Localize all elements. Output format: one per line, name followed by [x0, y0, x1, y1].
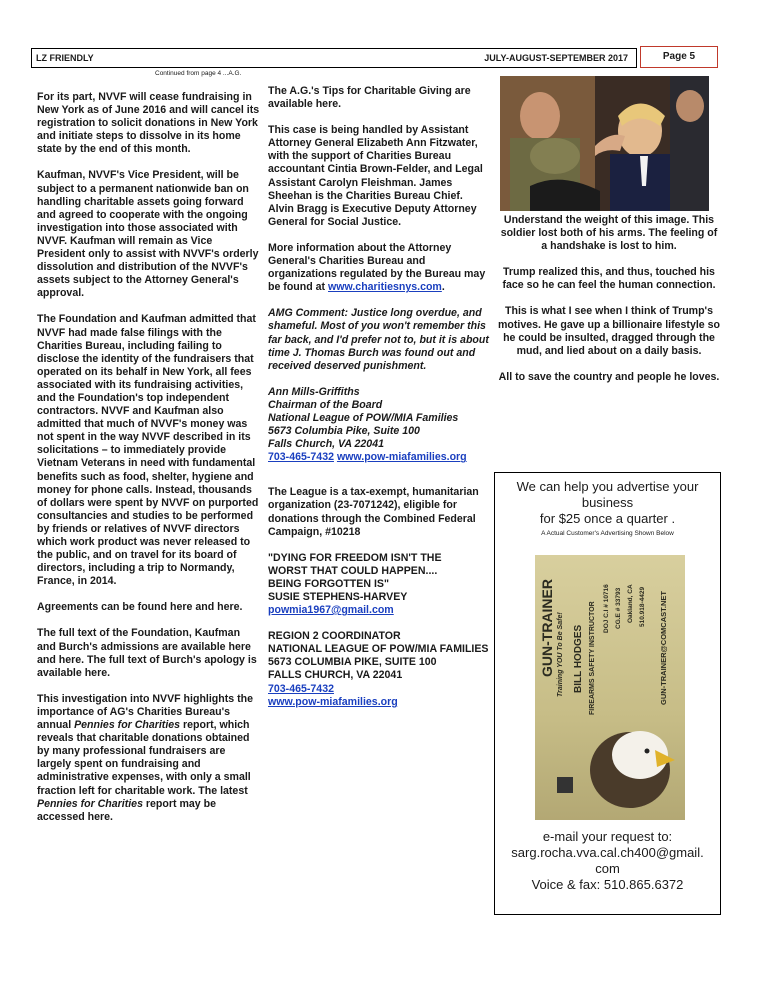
report-title: Pennies for Charities: [74, 719, 181, 732]
continued-note: Continued from page 4 ...A.G.: [155, 70, 242, 77]
region-line: FALLS CHURCH, VA 22041: [268, 669, 403, 682]
region-line: REGION 2 COORDINATOR: [268, 630, 401, 643]
card-city: Oakland, CA: [627, 584, 634, 623]
paragraph: [268, 242, 490, 294]
paragraph: This case is being handled by Assistant Attorney General Elizabeth Ann Fitzwater, with the support of Charities Bureau accountant Cintia Brown-Felder, and Legal Assistant Carolyn Fleishman. James Sheehan is the Charities Bureau Chief. Alvin Bragg is Executive Deputy Attorney General for Social Justice.: [268, 124, 483, 228]
ad-email-label: e-mail your request to:: [542, 829, 673, 844]
quote-line: "DYING FOR FREEDOM ISN'T THE: [268, 551, 442, 564]
league-note: The League is a tax-exempt, humanitarian organization (23-7071242), eligible for donations through the Combined Federal Campaign, #10218: [268, 486, 479, 538]
card-doj: DOJ C.I # 10716: [603, 584, 610, 633]
paragraph: [37, 693, 261, 824]
quote-line: WORST THAT COULD HAPPEN....: [268, 564, 438, 577]
ad-email-domain: com: [595, 861, 620, 876]
soldier-handshake-photo: [500, 76, 709, 211]
card-role: FIREARMS SAFETY INSTRUCTOR: [589, 601, 596, 715]
signer-name: Ann Mills-Griffiths: [268, 385, 360, 398]
newsletter-name: LZ FRIENDLY: [36, 53, 94, 63]
ad-line: for $25 once a quarter .: [539, 511, 676, 526]
text: More information about the Attorney General's Charities Bureau and organizations regulated by the Bureau may be found at: [268, 241, 486, 294]
ad-line: business: [581, 495, 634, 510]
comment-text: AMG Comment: Justice long overdue, and shameful. Most of you won't remember this far back, and I'd prefer not to, but it is about time J. Thomas Burch was found out and received deserved punishment.: [268, 307, 489, 372]
caption: This is what I see when I think of Trump's motives. He gave up a billionaire lifestyle so he could be insulted, dragged through the mud, and lied about on a daily basis.: [498, 305, 720, 357]
phone-link[interactable]: 703-465-7432: [268, 682, 334, 695]
quote-block: [268, 552, 490, 617]
text: This investigation into NVVF highlights the importance of AG's Charities Bureau's annual: [37, 692, 253, 732]
ad-voice-fax: Voice & fax: 510.865.6372: [531, 877, 684, 892]
text: .: [441, 281, 445, 294]
phone-link[interactable]: 703-465-7432: [268, 451, 334, 464]
caption: Trump realized this, and thus, touched his face so he can feel the human connection.: [502, 266, 716, 292]
text: report may be accessed here.: [37, 797, 216, 823]
caption: All to save the country and people he loves.: [498, 370, 720, 383]
region-block: [268, 630, 490, 709]
card-cge: CG.E # 33793: [615, 587, 622, 629]
page-number: Page 5: [640, 46, 718, 68]
paragraph: The Foundation and Kaufman admitted that NVVF had made false filings with the Charities Bureau, including failing to disclose the identity of the fundraisers that operated on its behalf in New York, all fees associated with its fundraising activities, and the Foundation's top independent contractors. NVVF and Kaufman also admitted that much of NVVF's money was not spent in the way NVVF described in its solicitations – to immediately provide Vietnam Veterans in need with fundamental benefits such as food, shelter, hygiene and money for phone calls. Instead, thousands of dollars were spent by NVVF on purported consultancies and studies to be performed by friends or relatives of NVVF directors which work product was never released to the public, and on travel for its board of directors, including a trip to Normandy, France, in 2014.: [37, 313, 259, 588]
signer-address: 5673 Columbia Pike, Suite 100: [268, 425, 420, 438]
website-link[interactable]: www.pow-miafamilies.org: [268, 695, 398, 708]
quote-author: SUSIE STEPHENS-HARVEY: [268, 591, 408, 603]
text: report, which reveals that charitable donations obtained by many professional fundraisers are largely spent on fundraising and administrative expenses, with only a small fraction left for charitable work. The latest: [37, 719, 251, 797]
photo-illustration: [500, 76, 709, 211]
card-tagline: Training YOU To Be Safe!: [557, 612, 564, 697]
website-link[interactable]: www.pow-miafamilies.org: [336, 451, 467, 464]
signer-title: Chairman of the Board: [268, 398, 383, 411]
column-2: [268, 85, 490, 722]
paragraph: Agreements can be found here and here.: [37, 601, 243, 614]
card-email: GUN-TRAINER@COMCAST.NET: [659, 591, 668, 705]
paragraph: For its part, NVVF will cease fundraising in New York as of June 2016 and will cancel its registration to solicit donations in New York and initiate steps to dissolve in its home state by the end of this month.: [37, 91, 260, 156]
region-line: NATIONAL LEAGUE OF POW/MIA FAMILIES: [268, 643, 489, 656]
ad-email[interactable]: [495, 845, 720, 861]
signature-block: [268, 386, 490, 465]
card-brand: GUN-TRAINER: [539, 579, 555, 677]
column-1: [37, 91, 261, 837]
report-title: Pennies for Charities: [37, 797, 143, 810]
ad-email-part: sarg.rocha.vva.cal.ch400@gmail.: [511, 845, 704, 860]
paragraph: The A.G.'s Tips for Charitable Giving are available here.: [268, 85, 471, 111]
amg-comment: [268, 307, 490, 372]
card-name: BILL HODGES: [573, 624, 584, 693]
charities-link[interactable]: www.charitiesnys.com: [328, 281, 442, 294]
ad-note: A Actual Customer's Advertising Shown Below: [541, 530, 674, 537]
paragraph: Kaufman, NVVF's Vice President, will be subject to a permanent nationwide ban on handling charitable assets going forward and agreed to cooperate with the ongoing investigation into those associated with NVVF. Kaufman will remain as Vice President only to assist with NVVF's orderly dissolution and distribution of the NVVF's assets subject to the Attorney General's approval.: [37, 169, 259, 300]
card-phone: 510.918-4429: [639, 586, 646, 627]
signer-org: National League of POW/MIA Families: [268, 411, 459, 424]
business-card: [535, 555, 685, 820]
header-bar: [31, 48, 637, 68]
issue-date: JULY-AUGUST-SEPTEMBER 2017: [484, 53, 628, 63]
ad-line: We can help you advertise your: [516, 479, 699, 494]
caption: Understand the weight of this image. This soldier lost both of his arms. The feeling of a handshake is lost to him.: [500, 214, 718, 253]
region-line: 5673 COLUMBIA PIKE, SUITE 100: [268, 656, 437, 669]
signer-city: Falls Church, VA 22041: [268, 438, 384, 451]
paragraph: The full text of the Foundation, Kaufman and Burch's admissions are available here and here. The full text of Burch's apology is available here.: [37, 627, 257, 679]
quote-line: BEING FORGOTTEN IS": [268, 577, 389, 590]
email-link[interactable]: powmia1967@gmail.com: [268, 604, 394, 617]
column-3: [498, 214, 720, 397]
